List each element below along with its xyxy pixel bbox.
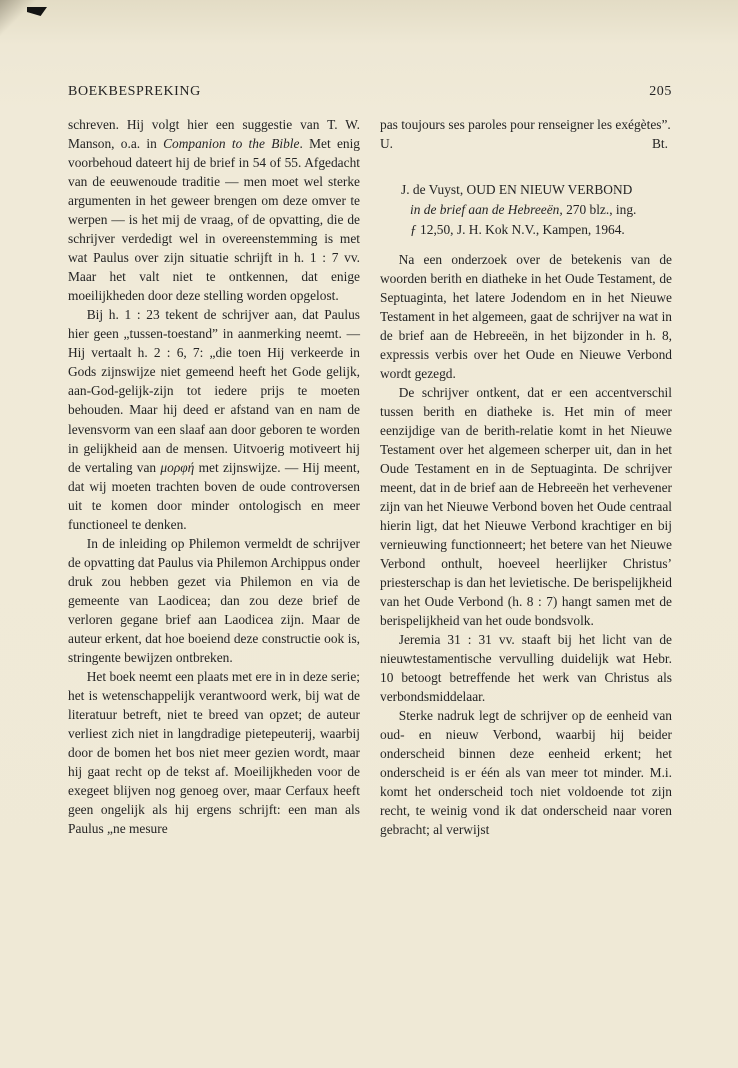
page-header — [68, 84, 672, 100]
running-title: BOEKBESPREKING — [68, 84, 201, 99]
paragraph: De schrijver ontkent, dat er een accentverschil tussen berith en diatheke is. Het min of meer eenzijdige van de berith-relatie komt in het Nieuwe Testament over het algemeen scherper uit, dan in het Oude Testament en in de Septuaginta. De schrijver meent, dat in de brief aan de Hebreeën het verhevener zijn van het Nieuwe Verbond boven het Oude centraal hierin ligt, dat het Nieuwe Verbond krachtiger en bij vernieuwing functionneert; het betere van het Nieuwe Verbond onthult, hoeveel heerlijker Christus’ priesterschap is dan het levietische. De berispelijkheid van het Oude Verbond (h. 8 : 7) hangt samen met de berispelijkheid van het oude bondsvolk. — [380, 384, 672, 629]
paragraph: Jeremia 31 : 31 vv. staaft bij het licht van de nieuwtestamentische vervulling duidelijk wat Hebr. 10 betoogt betreffende het werk van Christus als verbondsmiddelaar. — [380, 632, 672, 705]
paragraph: Bij h. 1 : 23 tekent de schrijver aan, dat Paulus hier geen „tussen-toestand” in aanmerking neemt. — Hij vertaalt h. 2 : 6, 7: „die toen Hij verkeerde in Gods zijnswijze niet gemeend heeft het Gode gelijk, aan-God-gelijk-zijn tot iedere prijs te moeten behouden. Maar hij deed er afstand van en nam de levensvorm van een slaaf aan door geboren te worden in gelijkheid aan de mensen. Uitvoerig motiveert hij de vertaling van μορφή met zijnswijze. — Hij meent, dat wij moeten trachten boven de oude controversen uit te komen door minder ontologisch en meer functioneel te denken. — [68, 307, 360, 532]
paragraph: In de inleiding op Philemon vermeldt de schrijver de opvatting dat Paulus via Philemon Archippus onder druk zou hebben gezet via Philemon en via de gemeente van Laodicea; dan zou deze brief de verloren gegane brief aan Laodicea zijn. Maar de auteur erkent, dat hoe boeiend deze constructie ook is, stringente bewijzen ontbreken. — [68, 535, 360, 665]
page-number: 205 — [649, 84, 672, 99]
paragraph: Na een onderzoek over de betekenis van de woorden berith en diatheke in het Oude Testament, de Septuaginta, het latere Jodendom en in het Nieuwe Testament in het algemeen, gaat de schrijver na wat in de brief aan de Hebreeën, in het bijzonder in h. 8, expressis verbis over het Oude en Nieuwe Verbond wordt gezegd. — [380, 251, 672, 381]
review-body — [380, 250, 672, 840]
right-column — [380, 115, 672, 840]
paragraph: J. de Vuyst, OUD EN NIEUW VERBOND in de brief aan de Hebreeën, 270 blz., ing. ƒ 12,50, J. H. Kok N.V., Kampen, 1964. — [401, 182, 637, 237]
review-end-text — [380, 115, 672, 134]
signature-row — [380, 134, 672, 153]
left-column — [68, 115, 360, 840]
paragraph: schreven. Hij volgt hier een suggestie van T. W. Manson, o.a. in Companion to the Bible. Met enig voorbehoud dateert hij de brief in 54 of 55. Afgedacht van de eeuwenoude traditie — men moet wel sterke argumenten in het geweer brengen om deze omver te werpen — is het mij de vraag, of de opvatting, die de schrijver verdedigt wel in overeenstemming is met wat Paulus over zijn situatie schrijft in h. 1 : 7 vv. Maar het valt niet te ontkennen, dat enige moeilijkheden door deze stelling worden opgelost. — [68, 117, 360, 304]
paragraph: Het boek neemt een plaats met ere in in deze serie; het is wetenschappelijk verantwoord werk, bij wat de literatuur betreft, niet te breed van opzet; de auteur verliest zich niet in langdradige pietepeuterij, waarbij door de bomen het bos niet meer gezien wordt, maar hij gaat recht op de tekst af. Moeilijkheden voor de exegeet blijven nog genoeg over, maar Cerfaux heeft geen ongelijk als hij ergens schrijft: een man als Paulus „ne mesure — [68, 668, 360, 837]
text-columns — [68, 115, 672, 840]
scan-artifact-corner — [27, 7, 47, 16]
reviewer-initial-left: U. — [380, 136, 394, 152]
paragraph: pas toujours ses paroles pour renseigner les exégètes”. — [380, 117, 671, 132]
reviewer-initials-right: Bt. — [652, 136, 668, 152]
paragraph: Sterke nadruk legt de schrijver op de eenheid van oud- en nieuw Verbond, waarbij hij beider onderscheid binnen deze eenheid erkent; het onderscheid is er één als van meer tot minder. M.i. komt het onderscheid toch niet voldoende tot zijn recht, te weinig vond ik dat onderscheid naar voren gebracht; al verwijst — [380, 708, 672, 838]
review-heading — [380, 180, 672, 239]
